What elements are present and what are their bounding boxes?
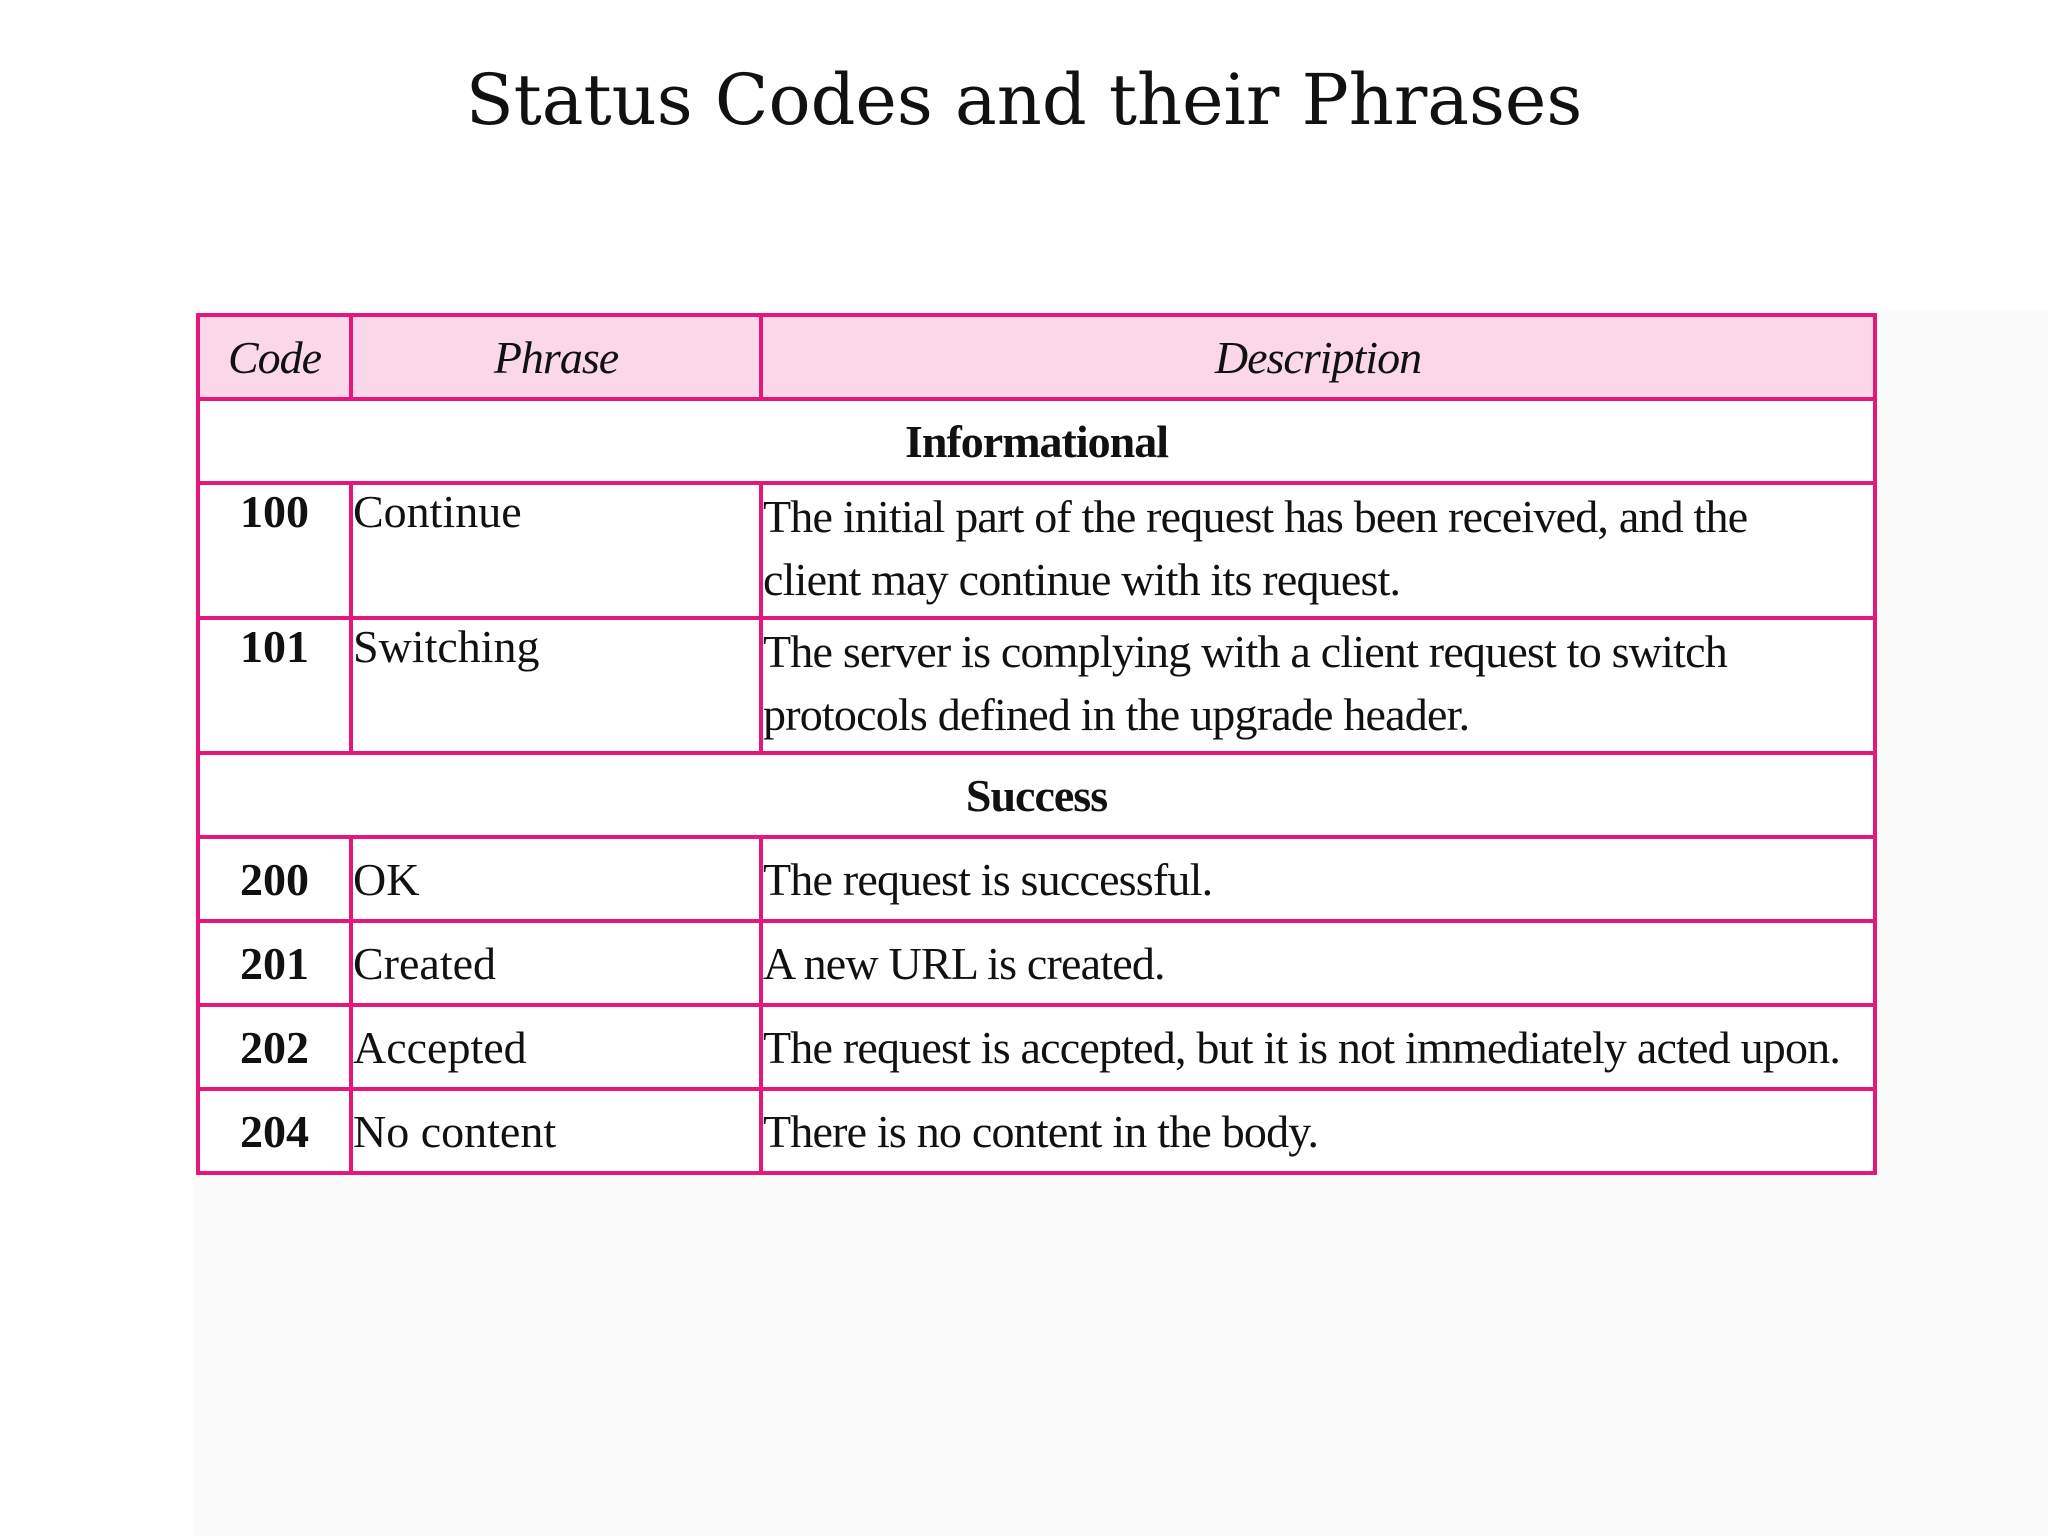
table-row (198, 483, 1875, 618)
status-code: 101 (198, 618, 351, 753)
header-phrase: Phrase (351, 315, 761, 399)
table-row (198, 1005, 1875, 1089)
group-row-informational (198, 399, 1875, 483)
status-code: 201 (198, 921, 351, 1005)
description-line: client may continue with its request. (763, 554, 1401, 605)
group-label: Informational (198, 399, 1875, 483)
status-description (761, 618, 1875, 753)
status-phrase: Created (351, 921, 761, 1005)
group-label: Success (198, 753, 1875, 837)
status-phrase: Accepted (351, 1005, 761, 1089)
status-description (761, 483, 1875, 618)
status-code: 204 (198, 1089, 351, 1173)
description-line: protocols defined in the upgrade header. (763, 689, 1470, 740)
status-code: 100 (198, 483, 351, 618)
header-code: Code (198, 315, 351, 399)
status-phrase: OK (351, 837, 761, 921)
page-title: Status Codes and their Phrases (465, 59, 1583, 141)
table-row (198, 837, 1875, 921)
status-description: The request is successful. (761, 837, 1875, 921)
header-description: Description (761, 315, 1875, 399)
group-row-success (198, 753, 1875, 837)
status-phrase: Continue (351, 483, 761, 618)
status-description: A new URL is created. (761, 921, 1875, 1005)
table-row (198, 921, 1875, 1005)
table-header-row (198, 315, 1875, 399)
description-line: The server is complying with a client request to switch (763, 626, 1727, 677)
status-description: The request is accepted, but it is not immediately acted upon. (761, 1005, 1875, 1089)
table-row (198, 1089, 1875, 1173)
status-phrase: Switching (351, 618, 761, 753)
status-description: There is no content in the body. (761, 1089, 1875, 1173)
status-phrase: No content (351, 1089, 761, 1173)
table-row (198, 618, 1875, 753)
description-line: The initial part of the request has been received, and the (763, 491, 1748, 542)
status-codes-table (196, 313, 1877, 1175)
status-code: 200 (198, 837, 351, 921)
status-code: 202 (198, 1005, 351, 1089)
